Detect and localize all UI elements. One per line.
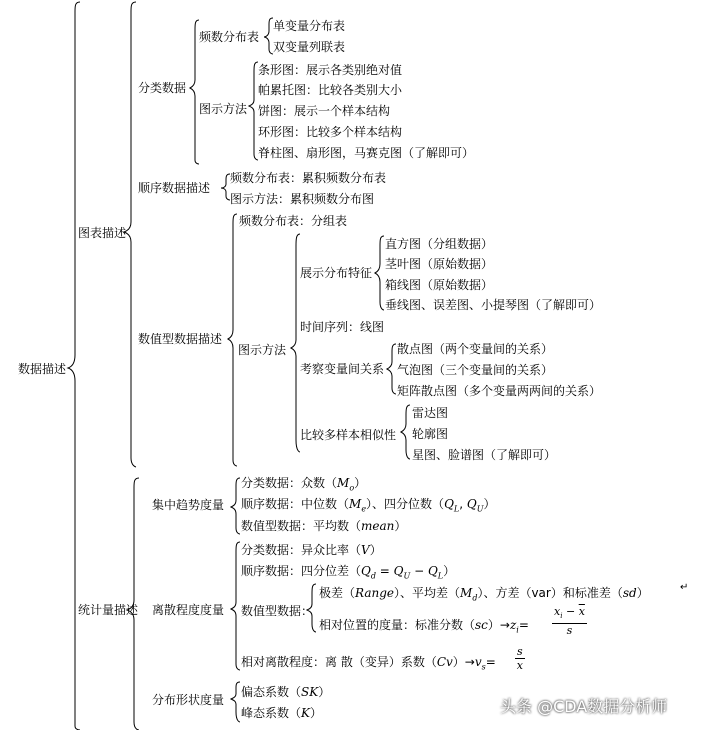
plot-item: 条形图：展示各类别绝对值 [258, 63, 403, 77]
dispersion-node: 离散程度度量 [152, 603, 225, 617]
z-score-fraction: $x_i - \overline{x}$ s [554, 605, 585, 638]
dist-item: 垂线图、误差图、小提琴图（了解即可） [385, 298, 602, 312]
cv-fraction: s x [516, 645, 523, 672]
sim-item: 星图、脸谱图（了解即可） [412, 448, 557, 462]
distribution-node: 展示分布特征 [300, 266, 373, 280]
rel-item: 气泡图（三个变量间的关系） [397, 363, 554, 377]
plot-method-node: 图示方法 [199, 102, 248, 116]
watermark: 头条 @CDA数据分析师 [500, 697, 668, 716]
central-tendency-node: 集中趋势度量 [152, 498, 225, 512]
return-mark: ↵ [680, 582, 689, 593]
categorical-data-node: 分类数据 [138, 81, 187, 95]
chart-description-node: 图表描述 [78, 226, 127, 240]
similarity-node: 比较多样本相似性 [300, 428, 397, 442]
ordinal-data-node: 顺序数据描述 [138, 181, 211, 195]
relationship-node: 考察变量间关系 [300, 362, 385, 376]
relative-dispersion: 相对离散程度：离 散（变异）系数$(Cv)\to v_s=$ [241, 655, 496, 672]
dispersion-categorical: 分类数据：异众比率（V） [241, 543, 382, 557]
ordinal-item: 图示方法：累积频数分布图 [230, 192, 375, 206]
central-numeric: 数值型数据：平均数（mean） [241, 519, 407, 533]
absolute-dispersion: 极差（Range）、平均差$(M_d)$、方差（var）和标准差（sd） [319, 586, 649, 603]
shape-node: 分布形状度量 [152, 693, 225, 707]
ordinal-item: 频数分布表：累积频数分布表 [230, 171, 387, 185]
plot-item: 饼图：展示一个样本结构 [258, 104, 391, 118]
rel-item: 矩阵散点图（多个变量两两间的关系） [397, 384, 602, 398]
dist-item: 箱线图（原始数据） [385, 278, 494, 292]
numeric-data-node: 数值型数据描述 [138, 332, 223, 346]
root-node: 数据描述 [18, 362, 67, 376]
statistic-description-node: 统计量描述 [78, 603, 139, 617]
skewness: 偏态系数（SK） [241, 685, 331, 699]
dist-item: 茎叶图（原始数据） [385, 257, 494, 271]
frequency-table-node: 频数分布表 [199, 30, 260, 44]
sim-item: 轮廓图 [412, 427, 449, 441]
plot-item: 脊柱图、扇形图，马赛克图（了解即可） [258, 146, 475, 160]
kurtosis: 峰态系数（K） [241, 706, 322, 720]
freq-item: 双变量列联表 [273, 40, 346, 54]
rel-item: 散点图（两个变量间的关系） [397, 342, 554, 356]
dispersion-numeric: 数值型数据： [241, 604, 314, 618]
sim-item: 雷达图 [412, 406, 449, 420]
central-ordinal: 顺序数据：中位数$(M_e)$、四分位数（$Q_L$, $Q_U$） [241, 497, 496, 514]
plot-item: 帕累托图：比较各类别大小 [258, 83, 403, 97]
relative-position: 相对位置的度量：标准分数$(sc)\to z_i=$ [319, 618, 529, 635]
dispersion-ordinal: 顺序数据：四分位差$(Q_d = Q_U - Q_L)$ [241, 564, 456, 581]
freq-item: 单变量分布表 [273, 19, 346, 33]
plot-item: 环形图：比较多个样本结构 [258, 125, 403, 139]
time-series-node: 时间序列：线图 [300, 320, 385, 334]
numeric-plot-method: 图示方法 [238, 343, 287, 357]
numeric-freq-table: 频数分布表：分组表 [239, 214, 348, 228]
dist-item: 直方图（分组数据） [385, 237, 494, 251]
central-categorical: 分类数据：众数$(M_o)$ [241, 476, 367, 493]
